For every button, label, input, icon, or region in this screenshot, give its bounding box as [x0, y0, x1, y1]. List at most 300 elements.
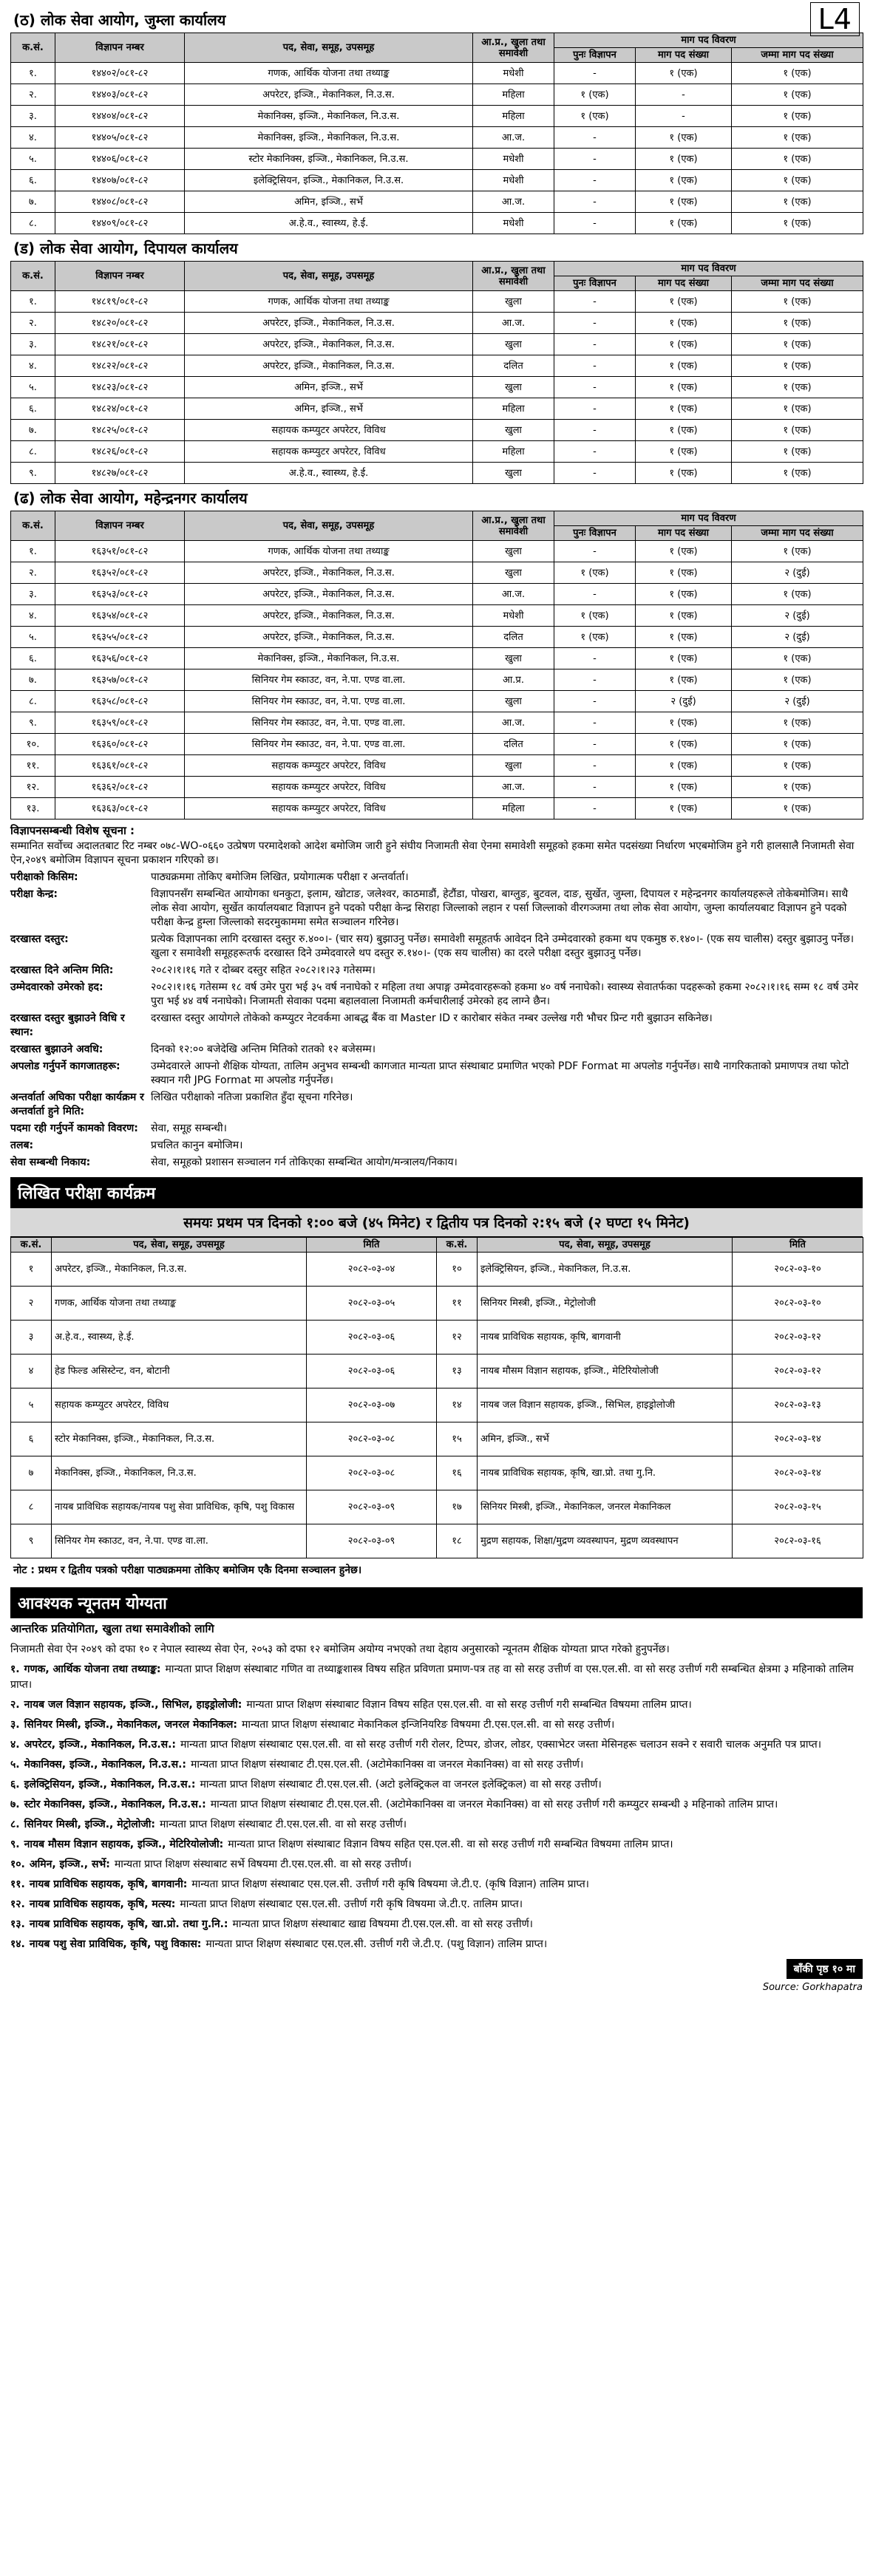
table-cell: २०८२-०३-०७	[307, 1388, 437, 1422]
exam-note: नोट : प्रथम र द्वितीय पत्रको परीक्षा पाठ्यक्रममा तोकिए बमोजिम एकै दिनमा सञ्चालन हुनेछ।	[13, 1564, 362, 1576]
column-header: पद, सेवा, समूह, उपसमूह	[185, 262, 473, 291]
table-cell: १६३५४/०८१-८२	[55, 605, 185, 627]
table-cell: -	[554, 420, 636, 441]
qualification-subtitle: आन्तरिक प्रतियोगिता, खुला तथा समावेशीको लागि	[10, 1622, 214, 1635]
table-cell: नायब जल विज्ञान सहायक, इञ्जि., सिभिल, हाइड्रोलोजी	[478, 1388, 733, 1422]
table-cell: ९.	[11, 712, 55, 734]
table-cell: -	[554, 313, 636, 334]
table-cell: अपरेटर, इञ्जि., मेकानिकल, नि.उ.स.	[185, 627, 473, 648]
table-row	[11, 777, 863, 798]
table-cell: खुला	[473, 562, 554, 584]
exam-table	[10, 1237, 863, 1558]
table-cell: ११.	[11, 755, 55, 777]
table-cell: १६३५२/०८१-८२	[55, 562, 185, 584]
table-row	[11, 127, 863, 149]
table-row	[11, 541, 863, 562]
table-cell: २ (दुई)	[636, 691, 732, 712]
table-cell: १ (एक)	[732, 127, 863, 149]
table-cell: १४	[437, 1388, 478, 1422]
table-row	[11, 463, 863, 484]
table-cell: १ (एक)	[732, 170, 863, 191]
table-cell: २०८२-०३-१०	[733, 1287, 863, 1321]
column-header: जम्मा माग पद संख्या	[732, 276, 863, 291]
table-cell: ३.	[11, 334, 55, 355]
item-number: ७.	[10, 1799, 20, 1810]
table-cell: नायब मौसम विज्ञान सहायक, इञ्जि., मेटिरियोलोजी	[478, 1355, 733, 1388]
table-row	[11, 1388, 863, 1422]
table-cell: महिला	[473, 398, 554, 420]
table-cell: १	[11, 1253, 52, 1287]
table-cell: १ (एक)	[732, 313, 863, 334]
table-cell: ७.	[11, 669, 55, 691]
table-cell: १०.	[11, 734, 55, 755]
column-header: क.सं.	[11, 33, 55, 63]
table-cell: १ (एक)	[732, 355, 863, 377]
table-cell: १ (एक)	[636, 648, 732, 669]
table-row	[11, 1422, 863, 1456]
table-cell: १ (एक)	[636, 669, 732, 691]
table-cell: १ (एक)	[636, 334, 732, 355]
note-row	[10, 886, 863, 931]
note-label: अपलोड गर्नुपर्ने कागजातहरू:	[10, 1060, 120, 1072]
table-cell: -	[554, 712, 636, 734]
notes-intro: सम्मानित सर्वोच्च अदालतबाट रिट नम्बर ०७८-WO-०६६० उत्प्रेषण परमादेशको आदेश बमोजिम जारी हुने संघीय निजामती सेवा ऐनमा समावेशी समूहको हकमा समेत पदसंख्या निर्धारण भएबमोजिम हुने गरी हालसालै निजामती सेवा ऐन,२०४९ बमोजिम विज्ञापन सूचना प्रकाशन गरिएको छ।	[10, 840, 855, 866]
table-cell: खुला	[473, 541, 554, 562]
table-cell: दलित	[473, 627, 554, 648]
table-cell: ७	[11, 1456, 52, 1490]
table-row	[11, 1287, 863, 1321]
item-title: मेकानिक्स, इञ्जि., मेकानिकल, नि.उ.स.:	[24, 1759, 187, 1771]
table-cell: मधेशी	[473, 149, 554, 170]
table-cell: खुला	[473, 334, 554, 355]
item-number: ६.	[10, 1779, 20, 1790]
table-cell: २	[11, 1287, 52, 1321]
qualification-item	[10, 1875, 863, 1895]
table-cell: खुला	[473, 755, 554, 777]
table-cell: अपरेटर, इञ्जि., मेकानिकल, नि.उ.स.	[185, 355, 473, 377]
table-cell: १६३५५/०८१-८२	[55, 627, 185, 648]
table-cell: १४८२४/०८१-८२	[55, 398, 185, 420]
column-header: माग पद संख्या	[636, 526, 732, 541]
table-cell: मेकानिक्स, इञ्जि., मेकानिकल, नि.उ.स.	[185, 648, 473, 669]
table-cell: १.	[11, 291, 55, 313]
table-cell: ४.	[11, 605, 55, 627]
table-cell: २ (दुई)	[732, 605, 863, 627]
note-row	[10, 962, 863, 979]
column-header: विज्ञापन नम्बर	[55, 511, 185, 541]
table-row	[11, 1490, 863, 1524]
table-cell: ११	[437, 1287, 478, 1321]
table-row	[11, 734, 863, 755]
item-title: स्टोर मेकानिक्स, इञ्जि., मेकानिकल, नि.उ.स.:	[24, 1799, 206, 1810]
item-number: ११.	[10, 1878, 25, 1890]
table-cell: २०८२-०३-०९	[307, 1524, 437, 1558]
table-cell: ३.	[11, 584, 55, 605]
table-cell: आ.ज.	[473, 127, 554, 149]
item-number: ३.	[10, 1719, 20, 1731]
note-label: दरखास्त बुझाउने अवधि:	[10, 1043, 103, 1055]
table-cell: १३.	[11, 798, 55, 820]
notes-title: विज्ञापनसम्बन्धी विशेष सूचना :	[10, 824, 135, 837]
table-cell: ५.	[11, 149, 55, 170]
item-title: गणक, आर्थिक योजना तथा तथ्याङ्क:	[24, 1663, 161, 1675]
table-cell: १४८२५/०८१-८२	[55, 420, 185, 441]
office-title: (ड) लोक सेवा आयोग, दिपायल कार्यालय	[13, 239, 238, 257]
note-value: सेवा, समूह सम्बन्धी।	[151, 1122, 227, 1134]
table-cell: १ (एक)	[636, 605, 732, 627]
table-cell: १४४०७/०८१-८२	[55, 170, 185, 191]
table-cell: २०८२-०३-१२	[733, 1355, 863, 1388]
column-header: माग पद विवरण	[554, 262, 863, 276]
table-cell: १ (एक)	[732, 584, 863, 605]
table-cell: ६	[11, 1422, 52, 1456]
item-title: अमिन, इञ्जि., सर्भे:	[29, 1858, 110, 1870]
note-value: प्रचलित कानुन बमोजिम।	[151, 1139, 243, 1151]
column-header: पद, सेवा, समूह, उपसमूह	[52, 1238, 307, 1253]
table-cell: सिनियर गेम स्काउट, वन, ने.पा. एण्ड वा.ला.	[185, 669, 473, 691]
table-cell: ६.	[11, 170, 55, 191]
table-cell: ९.	[11, 463, 55, 484]
table-cell: -	[554, 755, 636, 777]
table-cell: २०८२-०३-०५	[307, 1287, 437, 1321]
note-value: पाठ्यक्रममा तोकिए बमोजिम लिखित, प्रयोगात्मक परीक्षा र अन्तर्वार्ता।	[151, 871, 409, 883]
office-title: (ठ) लोक सेवा आयोग, जुम्ला कार्यालय	[13, 10, 226, 29]
item-text: मान्यता प्राप्त शिक्षण संस्थाबाट विज्ञान विषय सहित एस.एल.सी. वा सो सरह उत्तीर्ण गरी सम्बन्धित विषयमा तालिम प्राप्त।	[228, 1839, 673, 1850]
item-number: १३.	[10, 1918, 25, 1930]
table-cell: अमिन, इञ्जि., सर्भे	[478, 1422, 733, 1456]
item-title: सिनियर मिस्त्री, इञ्जि., मेट्रोलोजी:	[24, 1819, 155, 1830]
table-cell: मधेशी	[473, 213, 554, 234]
table-row	[11, 562, 863, 584]
table-cell: १ (एक)	[732, 149, 863, 170]
table-cell: १ (एक)	[732, 191, 863, 213]
qualification-item	[10, 1735, 863, 1755]
table-cell: सिनियर मिस्त्री, इञ्जि., मेकानिकल, जनरल मेकानिकल	[478, 1490, 733, 1524]
item-text: मान्यता प्राप्त शिक्षण संस्थाबाट एस.एल.सी. उत्तीर्ण गरी कृषि विषयमा जे.टी.ए. तालिम प्राप्त।	[180, 1898, 523, 1910]
column-header: पुनः विज्ञापन	[554, 526, 636, 541]
table-cell: -	[636, 106, 732, 127]
column-header: पद, सेवा, समूह, उपसमूह	[478, 1238, 733, 1253]
table-cell: १४८२३/०८१-८२	[55, 377, 185, 398]
table-cell: २ (दुई)	[732, 691, 863, 712]
note-value: प्रत्येक विज्ञापनका लागि दरखास्त दस्तुर रु.४००।- (चार सय) बुझाउनु पर्नेछ। समावेशी समूहतर्फ आवेदन दिने उम्मेदवारको हकमा थप एकमुष्ठ रु.१४०।- (एक सय चालीस) दस्तुर बुझाउनु पर्नेछ। खुला र समावेशी समूहहरूतर्फ दरखास्त दिने उम्मेदवारले थप दस्तुर रु.१४०।- (एक सय चालीस) का दरले परीक्षा दस्तुर बुझाउनु पर्नेछ।	[151, 933, 855, 959]
table-cell: २ (दुई)	[732, 562, 863, 584]
table-cell: -	[554, 734, 636, 755]
qualification-item	[10, 1660, 863, 1695]
table-cell: गणक, आर्थिक योजना तथा तथ्याङ्क	[185, 541, 473, 562]
table-cell: १ (एक)	[636, 734, 732, 755]
qualification-item	[10, 1935, 863, 1955]
item-title: नायब प्राविधिक सहायक, कृषि, खा.प्रो. तथा गु.नि.:	[29, 1918, 228, 1930]
table-row	[11, 1456, 863, 1490]
table-cell: १ (एक)	[732, 291, 863, 313]
column-header: माग पद विवरण	[554, 33, 863, 48]
column-header: क.सं.	[11, 511, 55, 541]
item-number: १२.	[10, 1898, 25, 1910]
table-cell: ८.	[11, 441, 55, 463]
table-cell: २०८२-०३-१६	[733, 1524, 863, 1558]
table-row	[11, 149, 863, 170]
table-row	[11, 605, 863, 627]
table-cell: १६३६१/०८१-८२	[55, 755, 185, 777]
table-cell: महिला	[473, 106, 554, 127]
table-cell: १ (एक)	[636, 313, 732, 334]
table-cell: २०८२-०३-०६	[307, 1355, 437, 1388]
note-label: दरखास्त दस्तुर:	[10, 933, 69, 945]
table-cell: ३.	[11, 106, 55, 127]
office-heading	[10, 3, 863, 35]
exam-time: समयः प्रथम पत्र दिनको १:०० बजे (४५ मिनेट) र द्वितीय पत्र दिनको २:१५ बजे (२ घण्टा १५ मिनेट)	[10, 1208, 863, 1237]
item-number: १.	[10, 1663, 20, 1675]
table-cell: -	[554, 191, 636, 213]
table-cell: १ (एक)	[636, 291, 732, 313]
column-header: पद, सेवा, समूह, उपसमूह	[185, 33, 473, 63]
table-cell: १.	[11, 63, 55, 84]
table-cell: १ (एक)	[636, 584, 732, 605]
table-cell: सहायक कम्प्युटर अपरेटर, विविध	[52, 1388, 307, 1422]
table-cell: १ (एक)	[732, 541, 863, 562]
note-label: पदमा रही गर्नुपर्ने कामको विवरण:	[10, 1122, 138, 1134]
table-cell: -	[554, 63, 636, 84]
item-number: १४.	[10, 1938, 25, 1950]
table-cell: १ (एक)	[732, 798, 863, 820]
table-cell: अपरेटर, इञ्जि., मेकानिकल, नि.उ.स.	[185, 334, 473, 355]
vacancy-table	[10, 511, 863, 820]
item-text: मान्यता प्राप्त शिक्षण संस्थाबाट विज्ञान विषय सहित एस.एल.सी. वा सो सरह उत्तीर्ण गरी सम्बन्धित विषयमा तालिम प्राप्त।	[246, 1699, 692, 1711]
table-cell: -	[636, 84, 732, 106]
table-cell: १८	[437, 1524, 478, 1558]
table-cell: १६३५३/०८१-८२	[55, 584, 185, 605]
column-header: माग पद विवरण	[554, 511, 863, 526]
table-cell: १ (एक)	[732, 213, 863, 234]
column-header: क.सं.	[11, 1238, 52, 1253]
item-number: ८.	[10, 1819, 20, 1830]
note-row	[10, 1154, 863, 1171]
table-cell: -	[554, 798, 636, 820]
item-title: नायब पशु सेवा प्राविधिक, कृषि, पशु विकास:	[29, 1938, 202, 1950]
table-cell: -	[554, 334, 636, 355]
item-text: मान्यता प्राप्त शिक्षण संस्थाबाट टी.एस.एल.सी. (अटोमेकानिक्स वा जनरल मेकानिक्स) वा सो सरह उत्तीर्ण गरी कम्प्युटर सम्बन्धी ३ महिनाको तालिम प्राप्त।	[210, 1799, 778, 1810]
item-text: मान्यता प्राप्त शिक्षण संस्थाबाट एस.एल.सी. वा सो सरह उत्तीर्ण गरी रोलर, टिप्पर, डोजर, लोडर, एक्साभेटर जस्ता मेसिनहरू चलाउन सक्ने र सवारी चालक अनुमति पत्र प्राप्त।	[180, 1739, 822, 1751]
table-cell: २०८२-०३-०६	[307, 1321, 437, 1355]
item-text: मान्यता प्राप्त शिक्षण संस्थाबाट मेकानिकल इन्जिनियरिङ विषयमा टी.एस.एल.सी. वा सो सरह उत्तीर्ण।	[242, 1719, 615, 1731]
table-row	[11, 712, 863, 734]
table-cell: महिला	[473, 798, 554, 820]
note-row	[10, 1041, 863, 1058]
table-row	[11, 63, 863, 84]
table-cell: १२	[437, 1321, 478, 1355]
table-cell: १ (एक)	[636, 213, 732, 234]
table-cell: खुला	[473, 377, 554, 398]
column-header: क.सं.	[11, 262, 55, 291]
table-cell: १ (एक)	[636, 712, 732, 734]
table-cell: -	[554, 441, 636, 463]
table-cell: १ (एक)	[636, 377, 732, 398]
column-header: पुनः विज्ञापन	[554, 276, 636, 291]
table-cell: १ (एक)	[636, 562, 732, 584]
table-cell: ५	[11, 1388, 52, 1422]
table-cell: २.	[11, 562, 55, 584]
table-cell: ३	[11, 1321, 52, 1355]
table-cell: सहायक कम्प्युटर अपरेटर, विविध	[185, 441, 473, 463]
column-header: माग पद संख्या	[636, 276, 732, 291]
table-cell: १ (एक)	[732, 648, 863, 669]
qualification-item	[10, 1755, 863, 1775]
office-heading	[10, 484, 863, 511]
column-header: आ.प्र., खुला तथा समावेशी	[473, 511, 554, 541]
table-cell: १ (एक)	[554, 627, 636, 648]
table-cell: १ (एक)	[732, 63, 863, 84]
table-cell: नायब प्राविधिक सहायक, कृषि, बागवानी	[478, 1321, 733, 1355]
table-cell: -	[554, 669, 636, 691]
table-cell: सहायक कम्प्युटर अपरेटर, विविध	[185, 420, 473, 441]
table-cell: १ (एक)	[732, 398, 863, 420]
table-cell: १ (एक)	[732, 441, 863, 463]
item-text: मान्यता प्राप्त शिक्षण संस्थाबाट एस.एल.सी. उत्तीर्ण गरी जे.टी.ए. (पशु विज्ञान) तालिम प्राप्त।	[205, 1938, 548, 1950]
table-row	[11, 648, 863, 669]
table-cell: -	[554, 170, 636, 191]
table-cell: १ (एक)	[636, 191, 732, 213]
item-title: नायब जल विज्ञान सहायक, इञ्जि., सिभिल, हाइड्रोलोजी:	[24, 1699, 242, 1711]
table-cell: आ.प्र.	[473, 669, 554, 691]
table-row	[11, 584, 863, 605]
table-cell: ६.	[11, 648, 55, 669]
table-row	[11, 798, 863, 820]
item-text: मान्यता प्राप्त शिक्षण संस्थाबाट सर्भे विषयमा टी.एस.एल.सी. वा सो सरह उत्तीर्ण।	[114, 1858, 412, 1870]
table-cell: २०८२-०३-१४	[733, 1456, 863, 1490]
table-cell: १ (एक)	[732, 755, 863, 777]
note-row	[10, 1120, 863, 1137]
table-row	[11, 84, 863, 106]
table-row	[11, 106, 863, 127]
table-cell: १ (एक)	[732, 712, 863, 734]
column-header: क.सं.	[437, 1238, 478, 1253]
table-cell: २.	[11, 84, 55, 106]
table-cell: १ (एक)	[636, 441, 732, 463]
table-cell: २०८२-०३-१०	[733, 1253, 863, 1287]
table-cell: २०८२-०३-१३	[733, 1388, 863, 1422]
table-cell: १६३६२/०८१-८२	[55, 777, 185, 798]
table-cell: १ (एक)	[554, 84, 636, 106]
note-value: उम्मेदवारले आफ्नो शैक्षिक योग्यता, तालिम अनुभव सम्बन्धी कागजात मान्यता प्राप्त संस्थाबाट प्रमाणित भएको PDF Format मा अपलोड गर्नुपर्नेछ। साथै नागरिकताको प्रमाणपत्र तथा फोटो स्क्यान गरी JPG Format मा अपलोड गर्नुपर्नेछ।	[151, 1060, 849, 1086]
table-cell: खुला	[473, 648, 554, 669]
table-cell: १ (एक)	[636, 798, 732, 820]
item-text: मान्यता प्राप्त शिक्षण संस्थाबाट गणित वा तथ्याङ्कशास्त्र विषय सहित प्रविणता प्रमाण-पत्र तह वा सो सरह उत्तीर्ण वा एस.एल.सी. वा सो सरह उत्तीर्ण गरी सम्बन्धित क्षेत्रमा ३ महिनाको तालिम प्राप्त।	[10, 1663, 854, 1691]
item-text: मान्यता प्राप्त शिक्षण संस्थाबाट खाद्य विषयमा टी.एस.एल.सी. वा सो सरह उत्तीर्ण।	[232, 1918, 533, 1930]
item-text: मान्यता प्राप्त शिक्षण संस्थाबाट टी.एस.एल.सी. (अटो इलेक्ट्रिकल वा जनरल इलेक्ट्रिकल) वा सो सरह उत्तीर्ण।	[200, 1779, 602, 1790]
exam-title: लिखित परीक्षा कार्यक्रम	[10, 1177, 863, 1208]
table-cell: आ.ज.	[473, 584, 554, 605]
table-cell: सहायक कम्प्युटर अपरेटर, विविध	[185, 798, 473, 820]
table-cell: -	[554, 584, 636, 605]
note-label: तलब:	[10, 1139, 34, 1151]
table-row	[11, 669, 863, 691]
table-cell: १४४०२/०८१-८२	[55, 63, 185, 84]
item-title: इलेक्ट्रिसियन, इञ्जि., मेकानिकल, नि.उ.स.:	[24, 1779, 196, 1790]
table-cell: -	[554, 377, 636, 398]
note-label: सेवा सम्बन्धी निकाय:	[10, 1156, 91, 1168]
table-cell: १३	[437, 1355, 478, 1388]
table-cell: सिनियर मिस्त्री, इञ्जि., मेट्रोलोजी	[478, 1287, 733, 1321]
note-value: २०८२।१।१६ गते र दोब्बर दस्तुर सहित २०८२।१।२३ गतेसम्म।	[151, 964, 376, 976]
table-cell: १ (एक)	[554, 562, 636, 584]
note-label: अन्तर्वार्ता अघिका परीक्षा कार्यक्रम र अन्तर्वार्ता हुने मिति:	[10, 1091, 144, 1117]
table-cell: १ (एक)	[636, 541, 732, 562]
note-row	[10, 1089, 863, 1120]
footer	[10, 1959, 863, 1979]
table-cell: १ (एक)	[636, 127, 732, 149]
table-row	[11, 1524, 863, 1558]
table-cell: मधेशी	[473, 63, 554, 84]
qualification-item	[10, 1775, 863, 1795]
table-cell: ४.	[11, 355, 55, 377]
table-cell: आ.ज.	[473, 712, 554, 734]
qualification-item	[10, 1835, 863, 1855]
table-row	[11, 1355, 863, 1388]
table-cell: सिनियर गेम स्काउट, वन, ने.पा. एण्ड वा.ला.	[185, 734, 473, 755]
table-row	[11, 1253, 863, 1287]
table-cell: १ (एक)	[732, 334, 863, 355]
table-cell: १४४०८/०८१-८२	[55, 191, 185, 213]
item-title: सिनियर मिस्त्री, इञ्जि., मेकानिकल, जनरल मेकानिकल:	[24, 1719, 238, 1731]
table-cell: अमिन, इञ्जि., सर्भे	[185, 191, 473, 213]
table-cell: १७	[437, 1490, 478, 1524]
table-cell: १ (एक)	[732, 84, 863, 106]
office-heading	[10, 234, 863, 261]
qualification-item	[10, 1815, 863, 1835]
table-cell: ९	[11, 1524, 52, 1558]
item-text: मान्यता प्राप्त शिक्षण संस्थाबाट टी.एस.एल.सी. (अटोमेकानिक्स वा जनरल मेकानिक्स) वा सो सरह उत्तीर्ण।	[191, 1759, 584, 1771]
table-cell: सिनियर गेम स्काउट, वन, ने.पा. एण्ड वा.ला.	[185, 712, 473, 734]
table-cell: १ (एक)	[636, 627, 732, 648]
table-cell: २०८२-०३-०९	[307, 1490, 437, 1524]
table-cell: १ (एक)	[732, 420, 863, 441]
table-cell: अ.हे.व., स्वास्थ्य, हे.ई.	[185, 463, 473, 484]
table-cell: २०८२-०३-१२	[733, 1321, 863, 1355]
table-cell: १ (एक)	[636, 63, 732, 84]
table-cell: -	[554, 213, 636, 234]
column-header: पद, सेवा, समूह, उपसमूह	[185, 511, 473, 541]
table-cell: -	[554, 648, 636, 669]
table-cell: अपरेटर, इञ्जि., मेकानिकल, नि.उ.स.	[185, 562, 473, 584]
table-row	[11, 377, 863, 398]
column-header: आ.प्र., खुला तथा समावेशी	[473, 262, 554, 291]
item-number: १०.	[10, 1858, 25, 1870]
vacancy-table	[10, 33, 863, 234]
table-cell: १४४०५/०८१-८२	[55, 127, 185, 149]
table-cell: २०८२-०३-०४	[307, 1253, 437, 1287]
table-cell: १४८२६/०८१-८२	[55, 441, 185, 463]
table-cell: गणक, आर्थिक योजना तथा तथ्याङ्क	[52, 1287, 307, 1321]
table-row	[11, 170, 863, 191]
table-cell: अपरेटर, इञ्जि., मेकानिकल, नि.उ.स.	[185, 584, 473, 605]
table-cell: २०८२-०३-१५	[733, 1490, 863, 1524]
table-cell: ६.	[11, 398, 55, 420]
table-cell: मेकानिक्स, इञ्जि., मेकानिकल, नि.उ.स.	[185, 106, 473, 127]
note-row	[10, 869, 863, 886]
column-header: जम्मा माग पद संख्या	[732, 48, 863, 63]
table-cell: महिला	[473, 441, 554, 463]
column-header: माग पद संख्या	[636, 48, 732, 63]
table-cell: १ (एक)	[636, 755, 732, 777]
item-title: नायब मौसम विज्ञान सहायक, इञ्जि., मेटिरियोलोजी:	[24, 1839, 224, 1850]
table-row	[11, 627, 863, 648]
table-cell: अपरेटर, इञ्जि., मेकानिकल, नि.उ.स.	[185, 313, 473, 334]
office-title: (ढ) लोक सेवा आयोग, महेन्द्रनगर कार्यालय	[13, 488, 248, 507]
table-cell: १ (एक)	[636, 170, 732, 191]
table-cell: मधेशी	[473, 170, 554, 191]
table-cell: ५.	[11, 627, 55, 648]
